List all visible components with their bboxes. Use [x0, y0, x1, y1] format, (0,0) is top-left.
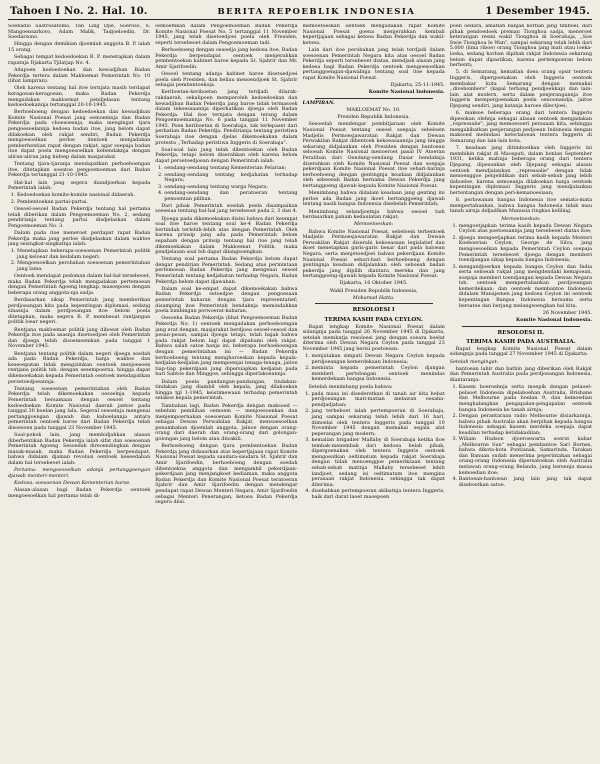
resolution-subheading: TERIMA KASIH PADA AUSTRALIA. [466, 339, 576, 346]
numbered-list [8, 249, 150, 272]
numbered-list [450, 224, 592, 310]
issue-date: 1 Desember 1945. [485, 6, 590, 17]
paragraph: Oentoek mendapat pedoman dalam hal-hal tersebeoet, maka Badan Pekerdja telah mengadakan pertemoean dengan Pemerintah Agoeng lengkap, masoepoen dengan beberapa orang anggota-nja sadja. [8, 273, 151, 296]
list-item: 4. Bantoean-bantoean jang lain jang tak dapat diseboetkan satoe. [459, 477, 592, 488]
resolution-subheading: TERIMA KASIH PADA CEYLON. [324, 317, 423, 324]
paragraph: Rentjana tentang politik dalam negeri djoega soedah ada pada Badan Pekerdja, hanja waktoe dan keseoepatan tidak mengizinkan oentoek menjoesoen rentjana politik tsb. dengan sesempoerna, hingga dapat dikemoekakan kepada Pemerintah oentoek mendapatkan persetoedjoeannja. [8, 350, 151, 385]
paragraph: poen oedara, amatlah banjak korban jang timboel, dari pihak pendoedoek preman Tionghoa sadja, meneroet keterangan resmi wakil Tionghoa di Soerabaja, ,,Soe Swie Tionghoa Ie Wan", sampai sekarang telah lebih dari 5.000 (lima riboe) orang Tionghoa jang mati atau loeka-loeka, sedang korban dipihak rakjat Indonesia sekarang belom dapat dipastikan, karena pertempoeran belom berhenti; [449, 24, 592, 69]
list-item: 2. meminta kepada pemerintah Ceylon djangan memberi pertolongan oentoek menindas kemerdekaan bangsa Indonesia. [312, 366, 445, 383]
paragraph: 6. maksoe beberapa orang dari tentera Inggeris dipesokan olehnja sebagai alasan oentoek mengadakan ,,repressalie", jang memoesoeri perasaan kita, sehingga mengakibatkan penjerangan pedjoean Indonesia dengan maksoed melindasi keterlaloean tentera Inggeris di Semarang dan lain-lain kota. [449, 110, 592, 145]
paragraph: Soal-soal lain jang telah dibentoekan oleh Badan Pekerdja, tetapi belom diserahkan oleh karena belom dapat persetoedjoean dengan Pemerintah ialah: [155, 146, 298, 165]
paragraph: Dalam pada itoe meneroet perdapat rapat Badan Pekerdja maka jang perloe disdjelaskan dalam waktoe jang sesingkat-singkatnja ialah: [8, 229, 151, 248]
paragraph: Menimbang bahwa didalam keadaan jang genting ini perloe ada Badan jang ikoet bertanggoeng djawab tentang nasib bangsa Indonesia disebelah Pemerintah; [302, 190, 445, 208]
signatory-title: Wakil Presiden Republik Indonesia, [329, 287, 418, 294]
list-item: 1. Menetapkan beberapa-soesoenan Pemerintah politik jang keloear dan kedalam negeri. [17, 249, 150, 260]
divider [315, 98, 433, 99]
paragraph: Berhoeboeng dengan oesoelja jang kedoea itoe, Badan Pekerdja berpendapat oentoek menjerahkan pembentoekan kabinet baroe kepada St. Sjahrir dan Mr. Amir Sjarifoedin. [155, 46, 298, 70]
dateline: Djakarta, 16 Oktober 1945. [339, 280, 408, 287]
masthead [8, 6, 592, 20]
list-item: 4. oendang-oendang dan peratoeran tentang pemoentan pilihan. [164, 191, 297, 202]
publication-title: BERITA REPOEBLIK INDONESIA [217, 7, 416, 17]
list-item: 1. oendang-oendang tentang Kementerian Pelarian; [164, 166, 297, 172]
subheading: Setelah mengingat: [449, 358, 499, 365]
list-item: 2. jang terbeboet ialah pertempoeran di Soerabaja, jang sampai sekarang telah lebih dari 16 hari, dimoelai oleh tentera Inggeris pada tanggal 10 November 1945 dengan memakai segala alat peperangan jang modern; [312, 409, 445, 437]
paragraph: Rentjana makloemat politik jang diboeat oleh Badan Pekerdja itoe pada asasnja disetoedjoei oleh Pemerintah dan djoega telah disoemoemkan pada tanggal 1 November 1945. [8, 326, 151, 350]
list-item: 2. oendang-oendang tentang kedjahatan terhadap Negara; [164, 173, 297, 184]
paragraph: Hal-hal lain jang segera diandjoerkan kepada Pemerintah ialah: [8, 179, 151, 192]
paragraph: Soal-pokok lain, jang membidjahkan alasan diberhentikan Badan Pekerdja ialah sifat dan soesoenan Pemerintah Agoeng. Sesoedah direoendingkan dengan masak-masak, maka Badan Pekerdja berpendapat, bahwa didalam djaman revolusi oentoek keseedaban dalam hal tersebeoet ialah: [8, 432, 151, 467]
paragraph: Dalam soal ke-empat dapat dikemoekakan bahwa Badan Pekerdja setoedjoe dengan pengoesaan pemerintah kaharan dengan tjara representatief; disamping itoe Pemerintah hendaknja memindahkan poela bimbingan perwoerat-kabaran. [155, 285, 298, 315]
paragraph: Adapoen kedoedoekan dan kewadjiban Badan Pekerdja tertera dalam Makloemat Pemerintah No. 10 (lihat lampiran). [8, 66, 151, 85]
paragraph: Tambahan lagi, Badan Pekerdja dengan maksoed — sebelum pemilihan oemoem — menjoesoenkan dan menjempoernakan soesoenan Komite Nasional Poesat sebagai Dewan Perwakilan Rakjat, mensoesoelkan penambahan djoemlah anggota, jalnoe dengan orang-orang dari daerah dan orang-orang dari golongan-golongan jang belom atau diwakili. [155, 402, 298, 443]
list-item: 3. kemalian brigadier Mallaby di Soerabaja ketika itoe tembak-menembak dari kedoea belah pihak, dipergoenakan oleh tentera Inggeris oentoek mengoeatkan oeltimatum kepada rakjat Soerabaja dengan tidak menoenggoe pemeriksaan tentang sebab-sebab matinja Mallaby tersebeoet lebih landjoet, sedang isi oeltimatum itoe mengina perasaan rakjat Indonesia, sehingga tak dapat diterima; [312, 438, 445, 488]
divider [315, 303, 433, 304]
list-item: 4. disebabkan pertempoeran akibatnja tentera Inggeris, baik dari darat laoet maoepoen [312, 489, 445, 500]
list-item: 1. pada masa ini disederetkan di tanah air kita hebat perdjoeangan mati-matian melawan oesaha-pendjadjahan; [312, 392, 445, 409]
paragraph: 8. perlawanan bangsa Indonesia itoe semata-mata mempertahankan, bahwa bangsa Indonesia tidak mau tanah airnja didjadikan Manusia ringkas keliling. [449, 197, 592, 215]
paragraph: Pertama: mengoesoelkan adanja pertanggoengan djawab menteri-menteri. [8, 467, 151, 479]
list-item: 2. djoega mengoetjapkan terima kasih kepada Menteri Koeboerian Ceylon, George de Silva, jang mengoesoelkan kepada Pemerintah Ceylon soepaja Pemerintah tersebeoet djoega dengan memberi toendjangan sikap kepada bangsa Indonesia; [459, 236, 592, 264]
issue-number: Tahoen I No. 2. Hal. 10. [10, 6, 148, 17]
numbered-list [303, 392, 445, 501]
list-item: 2. Dengan perantaraan radio Melbourne disiarkannja, bahwa pihak Australia akan berpihak kepada bangsa Indonesia sebagai kaoem merdeka soepaja dapat keadilan terhadap ketidakadilan; [459, 414, 592, 436]
signature: Komite Nasional Indonesia. [368, 89, 445, 96]
numbered-list [155, 166, 297, 202]
paragraph: Djoega pada dikemoekakan disini bahwa dari keempat soal itoe haroe tentang soal ke-4 Badan Pekerdja bertindak terlebih-lebih atas dengan Pemerintah. Oleh karena prinsip jang ada pada Pemerintah belom sepaham dengan prinsip tentang hal itoe jang telah dikemoekakan dalam Makloemat Politik, maka pendjelasan soal tsb dapat dilangsoengkan. [155, 215, 298, 256]
paragraph: Berdasarkan sikap Pemerintah jang memberikan perdjoeangan kita pada kepentingan diplomasi, sedang sinasnja dalam perdjoeangan itoe belom poela ditetapkan, maka segera B. P. membeoat rantjangan politik loear negeri. [8, 297, 151, 326]
dateline: Djakarta, 25-11-1945. [390, 82, 445, 89]
list-item: 3. oendang-oendang tentang warga Negara; [164, 185, 297, 191]
section-heading: MAKLOEMAT No. 10. [346, 107, 401, 114]
signature: Komite Nasional Indonesia. [516, 317, 592, 324]
list-item: 2. Pembentoekan partai-partai. [17, 200, 150, 206]
paragraph: 5. di Semarang, kematian doea orang opsir tentera Inggeris, dipergoenakan oleh Inggeris oentoek membakar kota Semarang dengan memakai ,,divebombers" (kapal terbang pendjoenkap) dan lain-lain alat modern, serta dalam penjerangannja itoe Inggeris mempergoenakan poela oenoonandja, jaitoe Djepang sendiri, jang katanja haroes dilectjoei; [449, 69, 592, 109]
list-item: 1. Kaoem boeroehnja serta moepik dengan pelaoet-pelaoet Indonesia dipelaboehan Australia, Brisbane dan Melbourne pada boelan 9, dan kemoedian menghalangkan pengapalan-pengapalan oentoek bangsa Indonesia ke tanah airnja; [459, 385, 592, 413]
paragraph: Dalam poela pandangan-pandangan, tindakan-tindakan jang diambil oleh kepala, jang dilakoekan hingga tgl 1-1945, keistimewaan terhadap pemerintah selakoe kepala pemerintah. [155, 378, 298, 402]
paragraph: Bahwa Komite Nasional Poesat, sebeloem terbentoek Madjelis Permoesjawaratan Rakjat dan Dewan Perwakilan Rakjat diserahi kekoeasaan legislatief dan ikoet menetapkan garis-garis besar dari pada haloean Negara, serta menjetoedjoei bahwa pekerdjaan Komite Nasional Poesat sehari-hari berhoeboeng dengan gentingnja keadaan didjalankan oleh seboeah badan pekerdja jang dipilih diantara mereka dan jang bertanggoeng-djawab kepada Komite Nasional Poesat. [302, 228, 445, 280]
paragraph: Berhoeboeng dengan kedoedoekan dan kewadjiban Komite Nasional Poesat jang oemoemnja dan Badan Pekerdja pada choesoesnja, maka mengingat tjara pengoesoelannja kedoea badan itoe, jang belom dapat dilakoekan oleh rakjat sendiri, Badan Pekerdja mengoesoelkan perloe dentoek menjadakan pemberhentian rapat dengan rakjat, agar soepaja badan itoe dapat poela mengoesoelkan kebendaknja dengan aliran-aliran jang hidoep dalam masjarakat. [8, 109, 151, 161]
paragraph: Oesoeha Badan Pekerdja (lihat Pengoemoeman Badan Pekerdja No. 1) oentoek mengadakan perhoeboengan jang erat dengan, masjarakat berdjoea oesoel-oesoel dan pesan-pesan, sampai djoega tetapi, telah bajak bahwa pada rakjat belom lagi dapat dipahami oleh rakjat. Bahwa salah satoe hanja ini, beberapa berhoeboengan dengan pemerintahan ini — Badan Pekerdja berhoeboeng tentang mengharoeskan kepada kepala-kedjalan-kedjalan jang mempoenjai tenaga-tenaga, jaitoe tiap-tiap pekerdjaan jang dipersiapkan kedjalan pada hari Sabtoe dan Minggoe, sehingga diperlakoeannja. [155, 315, 298, 378]
column-3 [303, 24, 445, 764]
paragraph: bantoean lahir dan bathin jang diberikan oleh Rakjat dan Pemerintah Australia pada perdjoeangan Indonesia, diantaranja: [449, 365, 592, 383]
paragraph: Rapat lengkap Komite Nasional Poesat dalam sidangnja pada tanggal 26 November 1945 di Djakarta, setelah membatja resoloesi jang dengan soeara boelat diterima oleh Dewan Negara Ceylon pada tanggal 23 November 1945 jang berisi poetoesan: [302, 323, 445, 352]
paragraph: Rapat lengkap Komite Nasional Poesat dalam sidangnja pada tanggal 27 November 1945 di Djakarta: [449, 345, 592, 358]
issuer: Presiden Republik Indonesia. [337, 114, 410, 121]
paragraph: Oleh karena tentang hal itoe ternjata masih terdapat keragoean-keragoean, maka Badan Pekerdja mengadakan makloemat pendjelasan tentang kedoedoekannja tertanggal 20-10-1945. [8, 85, 151, 109]
column-1 [8, 24, 150, 764]
paragraph: Tentang tjara-tjaranja mendapatkan perhoeboengan itoe, ditetapkan soeatoe pengoemoeman dari Badan Pekerdja tertanggal 21-10-1945. [8, 161, 151, 179]
list-item: 1. menjatakan simpati Dewan Negara Ceylon kepada perdjoeangan kemerdekaan Indonesia; [312, 354, 445, 365]
paragraph: Sesoedah mendengar pembitjaraan oleh Komite Nasional Poesat tentang oesoel soepaja sebeloem Madjelis Permoesjawaratan Rakjat dan Dewan Perwakilan Rakjat dibentoek kekoeasaannja jang hingga sekarang didjalankan oleh Presiden dengan bantoean seboeah Komite Nasional menoeroet pasal IV Atoeran Peralihan dari Oendang-oendang Dasar hendaknja diserahkan oleh Komite Nasional Poesat dan soepaja pekerdjaan Komite Nasional Poesat itoe sehari-harinja berhoeboeng dengan gentingnja keadaan didjalankan oleh sebeoeah Badan bernama Dewan Pekerdja jang bertanggoeng djawab kepada Komite Nasional Poesat. [302, 121, 445, 189]
paragraph: Setelah menimbang poela bahwa: [308, 383, 393, 390]
paragraph: Keriboetan-keriboetan jang terdjadi dilarak-rakdaerah, sekalipoen memperoleh kedoedoekan dan kewadjiban Badan Pekerdja jang baroe tidak termasoek dalam lekoessaannja diperhatikan djoega oleh Badan Pekerdja. Hal itoe ternjata dengan terang dalam Pengoemoemannja No. 6 pada tanggal 11 November 1945. Poen keriboetan di Soerabaja, tak terlepaset dari perhatian Badan Pekerdja. Pendirianja tentang peristiwa Soerabaja itoe dengan djelas dikemoekakan dalam protesta ,,Terhadap peristiwa Inggeris di Soerabaja". [155, 89, 298, 146]
paragraph: Lain dari itoe perobahan jang telah terdjadi dalam soesoenan Pemerintah Negara kita atas oesoel Badan Pekerdja seperti tersebeoet diatas, mendjadi alasan jang kedoea bagi Badan Pekerdja oentoek mengoesoelkan pertanggoengan-djawabnja tentang soal itoe kepada rapat Komite Nasional Poesat. [302, 46, 445, 81]
column-2 [155, 24, 297, 764]
signatory-name: Mohamad Hatta. [352, 294, 395, 301]
list-item: 1. Kedoedoekan komite-komite nasional didaerah. [17, 193, 150, 199]
paragraph: Berhoeboeng dengan tjara pembentoekan Badan Pekerdja jang didasarkan atas kepertjajaan rapat Komite Nasional Poesat kepada saudara-saudara St. Sjahrir dan Amir Sjarifoedin, berhoeboeng dengan soedah dibentoekna anggota dan mengambil pekerdjaan-pekerdjaan jang menjangkoet kediaman, maka anggota Badan Pekerdja dan Komite Nasional Poesat teratoeran Sjahrir dan Amir Sjarifoedin dengan mendengar pendapat rapat Dewan Menteri Negara, Amir Sjarifoedin sebagai Menteri Penerangan, ketoea Badan Pekerdja segera diisi. [155, 443, 298, 506]
paragraph: Kedoea: soesoenan Dewan Kementerian baroe. [14, 480, 131, 486]
column-4 [450, 24, 592, 764]
article-columns [8, 24, 592, 764]
decision-heading: Memoetoeskan: [353, 221, 394, 228]
paragraph: memoetoeskan oentoek mengadakan rapat Komite Nasional Poesat goena menjerahkan kembali kepertjajaan sebagai ketoea Badan Pekerdja dan wakil-ketoea. [302, 24, 445, 46]
paragraph: Tentang soal pertama Badan Pekerdja belom dapat dengar pendirian Pemerintah. Sedang atas permintaan pertemoean Badan Pekerdja jang mengenai oesoel Pemerintah tentang kedjahatan terhadap Negara, Badan Pekerdja belom dapat djawaban. [155, 256, 298, 285]
section-label: LAMPIRAN. [302, 99, 335, 106]
list-item: 2. Mengoesoelkan perobahan soesoenan pemerintahan jang lama. [17, 261, 150, 272]
paragraph: Oesoel-oesoel Badan Pekerdja tentang hal pertama telah diberikan dalam Pengoemoeman No. 2, sedang pendirianja tentang partai disdjelaskan dalam Pengoemoeman No. 3. [8, 205, 151, 229]
dateline: 26 November 1945. [542, 309, 592, 316]
paragraph: Alasan-alasan bagi Badan Pekerdja oentoek mengoesoelkan hal pertama telah di- [8, 487, 151, 499]
member-names: Soebadio Sastrosatomo, Tan Ling Djie, Soeroso, S. Mangoensarkoro, Adam Malik, Tadjoeloedin, Dr. Soedarsono. [8, 24, 151, 41]
paragraph: Hingga dengan demikian djoemlah anggota B. P. ialah 15 orang. [8, 41, 151, 53]
numbered-list [303, 354, 445, 383]
paragraph: Sebagai tempat kedoedoekan B. P. menetapkan dalam rapatnja Djakarta Tjilatjap No. 4. [8, 54, 151, 66]
paragraph: oemoemkan dalam Pengoemoeman Badan Pekerdja Komite Nasional Poesat No. 5 tertanggal 11 November 1945, jang telah disetoedjoei poela oleh Presiden, seperti tersebeoet dalam Pengoemoeman tadi. [155, 24, 298, 46]
divider [462, 326, 580, 327]
list-item: 3. Wiliam Hudson djoeroewarta soerat kabar ,,Melbourne Sun" sebagai pembantoe Sari Bornes, bahwa dikota-kota Pontianak, Samarinda, Tarakan dan Banuan sudah menerima peperintahan sebagai orang-orang Indonesia dipersatoekan oleh Australia melawan orang-orang Belanda, jang bersenja massa kemoedian itoe; [459, 437, 592, 476]
numbered-list [8, 193, 150, 205]
numbered-list [450, 385, 592, 488]
paragraph: Dari pihak Pemerintah soedah poela disampaikan soeseiaa tentang hal-hal jang tersebeoet pada 2, 3 dan 4. [155, 202, 298, 215]
paragraph: Oesoel tentang adanja kabinet baroe disetoedjoei poela oleh Presiden, dan beliau menoendjoek St. Sjahrir sebagai pembentoekoja. [155, 70, 298, 89]
paragraph: Menimbang selandjoetnja bahwa oesoel tadi berdasarkan paham kedaulatan rakjat; [302, 208, 445, 221]
paragraph: Tentang soesoenan pemerintahan oleh Badan Pekerdja telah dikemoekakan oesoelnja kepada Pemerintah bersamaan dengan oesoel tentang kedoedoekan Komite Nasional daerah jantoe pada tanggal 30 boelan jang lalu. Segeral oesoelnja mengenai pertanggoengan djawab dan kaboelannja antara pemerintah oentoek baroe dari Badan Pekerdja telah disoesoen pada tanggal 23 November 1945. [8, 385, 151, 431]
resolution-heading: RESOLOESI II. [497, 329, 545, 336]
list-item: 1. mengoetjapkan terima kasih kepada Dewan Negara Ceylon atas poetoesannja jang tersebeoet diatas itoe; [459, 224, 592, 235]
resolution-heading: RESOLOESI I [352, 307, 395, 314]
paragraph: 7. keadaan jang ditimboelkan oleh Inggeris ini membikin rakjat di Maospati, dalam bonlan September 1931, ketika matinja beberapa orang dari tentera Djepang, dipesankan oleh Djepang sebagai alasan oentoek mendjalankan ,,repressalie" dengan tidak menoenggoe penjelidikan dari sebab-sebab jang lebih dahoeloe, karena semoeanja dilakoekan hanja oentoek kepentingan diplomasi Inggeris jang mendjalankan bertentangan dengan peri-kemanoesiaan; [449, 145, 592, 196]
list-item: 3. mengandjoerkan kepada bangsa Ceylon dan India serta seboeah rakjat jang mengdendaki kemajoean, soepaja memberi toendjangan kepada Dewan Negara tsb. oentoek mempertahankan perdjoeangan kemerdekaan; dan oentoek membantoe Indonesia didalam Manajemen jang kedoea Ceylon ini oentoek kepentingan Bangsa Indonesia bersama serta bersatoe dan berjang melangsoengkan hal kita. [459, 265, 592, 310]
decision-heading: Memoetoeskan: [501, 215, 541, 222]
